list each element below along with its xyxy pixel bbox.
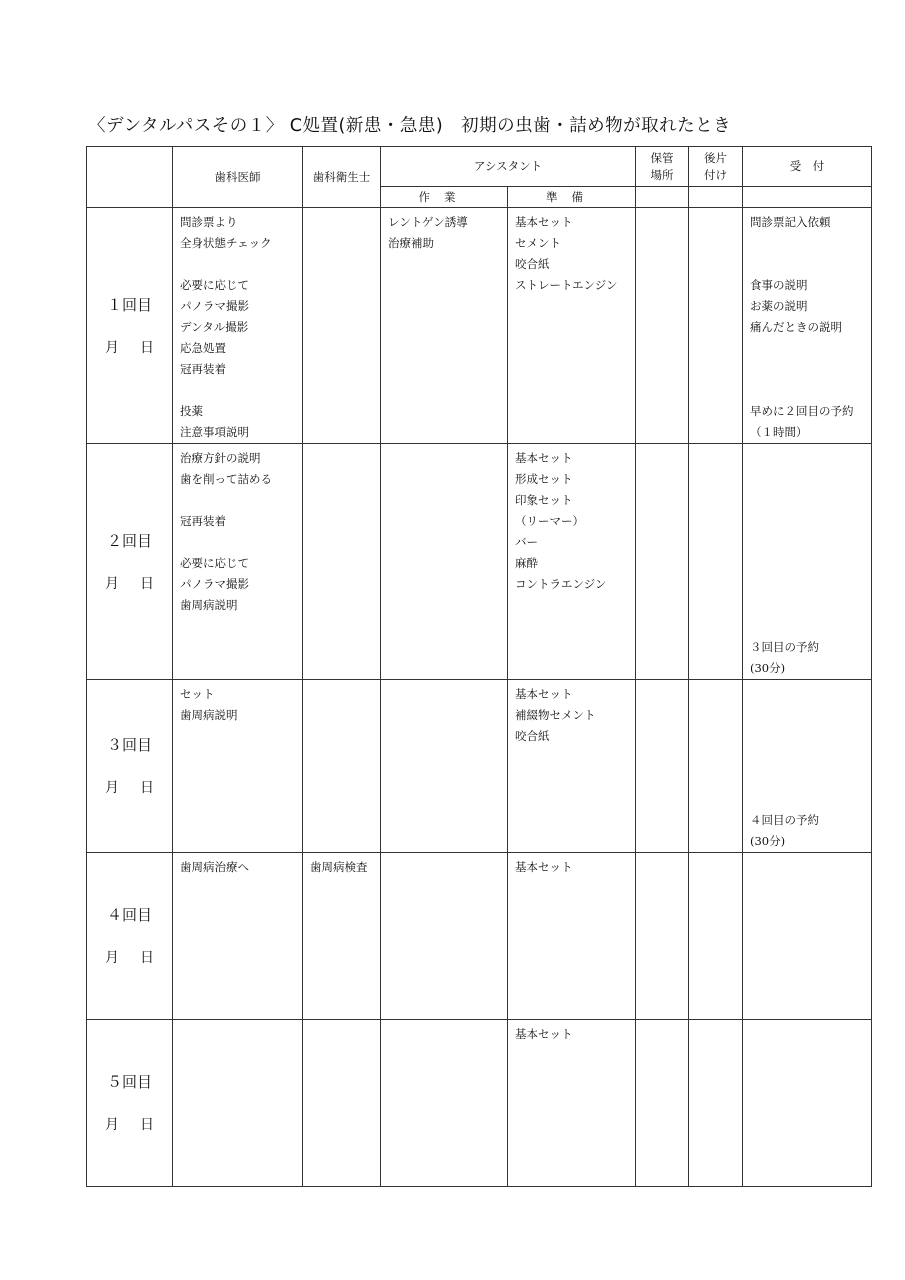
reception-task: 問診票記入依頼 xyxy=(750,215,831,229)
blank-line xyxy=(750,532,871,553)
assistant-prep-item: コントラエンジン xyxy=(515,577,607,591)
reception-cell xyxy=(743,208,872,444)
blank-line xyxy=(750,595,871,616)
header-cleanup xyxy=(689,147,743,187)
subheader-storage-empty xyxy=(636,187,689,208)
subheader-reception-empty xyxy=(743,187,872,208)
date-day-label: 日 xyxy=(140,950,154,966)
visit-label: ３回目 xyxy=(106,736,152,754)
subheader-cleanup-empty xyxy=(689,187,743,208)
reception-task: お薬の説明 xyxy=(750,299,808,313)
dentist-task: 歯周病説明 xyxy=(180,708,238,722)
hygienist-cell xyxy=(303,1020,381,1187)
reception-cell xyxy=(743,680,872,853)
storage-cell xyxy=(636,1020,689,1187)
dentist-task: 問診票より xyxy=(180,215,238,229)
header-cleanup-line2: 付け xyxy=(704,167,727,182)
dentist-task: パノラマ撮影 xyxy=(180,299,249,313)
blank-line xyxy=(750,705,871,726)
header-assistant: アシスタント xyxy=(381,147,636,187)
date-day-label: 日 xyxy=(140,339,154,356)
assistant-prep-item: ストレートエンジン xyxy=(515,278,618,292)
visit-label: １回目 xyxy=(106,295,152,314)
dentist-task: パノラマ撮影 xyxy=(180,577,249,591)
header-hygienist: 歯科衛生士 xyxy=(303,147,381,208)
assistant-work-task: 治療補助 xyxy=(388,236,434,250)
dentist-task: 治療方針の説明 xyxy=(180,451,261,465)
blank-line xyxy=(180,380,302,401)
blank-line xyxy=(750,469,871,490)
cleanup-cell xyxy=(689,680,743,853)
date-day-label: 日 xyxy=(140,1117,154,1133)
reception-task: 食事の説明 xyxy=(750,278,808,292)
header-assistant-prep: 準備 xyxy=(508,187,636,208)
header-storage-line2: 場所 xyxy=(650,167,674,182)
storage-cell xyxy=(636,853,689,1020)
visit-row-3 xyxy=(87,680,872,853)
dentist-task: 投薬 xyxy=(180,404,203,418)
cleanup-cell xyxy=(689,444,743,680)
dentist-cell xyxy=(173,853,303,1020)
blank-line xyxy=(750,726,871,747)
dentist-task: 注意事項説明 xyxy=(180,425,249,439)
dentist-cell xyxy=(173,208,303,444)
visit-date xyxy=(87,947,172,967)
storage-cell xyxy=(636,208,689,444)
assistant-prep-item: 補綴物セメント xyxy=(515,708,596,722)
blank-line xyxy=(750,338,871,359)
blank-line xyxy=(750,490,871,511)
reception-task: ４回目の予約 xyxy=(750,813,819,827)
dentist-task: 歯を削って詰める xyxy=(180,472,272,486)
visit-row-4 xyxy=(87,853,872,1020)
dentist-task: 冠再装着 xyxy=(180,362,226,376)
visit-label: ５回目 xyxy=(106,1073,152,1091)
assistant-work-cell xyxy=(381,208,508,444)
assistant-prep-item: 基本セット xyxy=(515,860,573,874)
dentist-task: デンタル撮影 xyxy=(180,320,249,334)
dentist-task: セット xyxy=(180,687,215,701)
reception-cell xyxy=(743,853,872,1020)
date-day-label: 日 xyxy=(140,575,154,592)
reception-task: （１時間） xyxy=(750,425,808,439)
assistant-prep-item: 基本セット xyxy=(515,687,573,701)
assistant-prep-item: 印象セット xyxy=(515,493,573,507)
reception-task: (30分) xyxy=(750,834,786,848)
reception-cell xyxy=(743,444,872,680)
date-month-label: 月 xyxy=(105,780,119,796)
dentist-task: 冠再装着 xyxy=(180,514,226,528)
blank-line xyxy=(750,448,871,469)
assistant-prep-cell xyxy=(508,853,636,1020)
reception-cell xyxy=(743,1020,872,1187)
visit-cell xyxy=(87,1020,173,1187)
assistant-prep-cell xyxy=(508,208,636,444)
reception-task: ３回目の予約 xyxy=(750,640,819,654)
dentist-task: 全身状態チェック xyxy=(180,236,272,250)
header-storage xyxy=(636,147,689,187)
blank-line xyxy=(750,789,871,810)
visit-label: ４回目 xyxy=(106,906,152,924)
hygienist-cell xyxy=(303,853,381,1020)
blank-line xyxy=(750,684,871,705)
visit-label: ２回目 xyxy=(106,531,152,550)
date-month-label: 月 xyxy=(105,339,119,356)
visit-cell xyxy=(87,853,173,1020)
assistant-prep-item: セメント xyxy=(515,236,561,250)
visit-cell xyxy=(87,444,173,680)
visit-date xyxy=(87,1114,172,1134)
cleanup-cell xyxy=(689,208,743,444)
assistant-prep-item: 形成セット xyxy=(515,472,573,486)
dentist-task: 歯周病治療へ xyxy=(180,860,249,874)
header-reception: 受 付 xyxy=(743,147,872,187)
blank-line xyxy=(750,768,871,789)
assistant-work-task: レントゲン誘導 xyxy=(388,215,468,229)
visit-cell xyxy=(87,208,173,444)
assistant-prep-item: 咬合紙 xyxy=(515,257,550,271)
assistant-prep-item: （リーマー） xyxy=(515,514,584,528)
assistant-prep-cell xyxy=(508,1020,636,1187)
assistant-prep-item: 基本セット xyxy=(515,215,573,229)
header-row xyxy=(87,147,872,187)
visit-date xyxy=(87,337,172,357)
dentist-task: 歯周病説明 xyxy=(180,598,238,612)
blank-line xyxy=(750,380,871,401)
visit-row-5 xyxy=(87,1020,872,1187)
blank-line xyxy=(750,747,871,768)
visit-cell xyxy=(87,680,173,853)
blank-line xyxy=(750,553,871,574)
reception-task: (30分) xyxy=(750,661,786,675)
blank-line xyxy=(180,532,302,553)
blank-line xyxy=(750,574,871,595)
dentist-task: 必要に応じて xyxy=(180,278,249,292)
header-visit-cell xyxy=(87,147,173,208)
dentist-cell xyxy=(173,680,303,853)
blank-line xyxy=(750,511,871,532)
assistant-work-cell xyxy=(381,853,508,1020)
header-assistant-work: 作業 xyxy=(381,187,508,208)
hygienist-cell xyxy=(303,444,381,680)
dentist-task: 必要に応じて xyxy=(180,556,249,570)
reception-task: 痛んだときの説明 xyxy=(750,320,842,334)
visit-row-1 xyxy=(87,208,872,444)
assistant-prep-cell xyxy=(508,680,636,853)
hygienist-cell xyxy=(303,680,381,853)
dentist-task: 応急処置 xyxy=(180,341,226,355)
blank-line xyxy=(750,616,871,637)
date-day-label: 日 xyxy=(140,780,154,796)
hygienist-cell xyxy=(303,208,381,444)
blank-line xyxy=(750,359,871,380)
assistant-work-cell xyxy=(381,1020,508,1187)
assistant-prep-item: 基本セット xyxy=(515,1027,573,1041)
document-title: 〈デンタルパスその１〉 C処置(新患・急患) 初期の虫歯・詰め物が取れたとき xyxy=(88,116,732,136)
date-month-label: 月 xyxy=(105,1117,119,1133)
assistant-work-cell xyxy=(381,680,508,853)
header-dentist: 歯科医師 xyxy=(173,147,303,208)
assistant-prep-item: 基本セット xyxy=(515,451,573,465)
visit-row-2 xyxy=(87,444,872,680)
storage-cell xyxy=(636,680,689,853)
assistant-prep-item: バー xyxy=(515,535,538,549)
hygienist-task: 歯周病検査 xyxy=(310,860,368,874)
dentist-cell xyxy=(173,444,303,680)
visit-date xyxy=(87,573,172,593)
storage-cell xyxy=(636,444,689,680)
assistant-prep-cell xyxy=(508,444,636,680)
date-month-label: 月 xyxy=(105,950,119,966)
date-month-label: 月 xyxy=(105,575,119,592)
blank-line xyxy=(750,233,871,254)
assistant-work-cell xyxy=(381,444,508,680)
assistant-prep-item: 咬合紙 xyxy=(515,729,550,743)
assistant-prep-item: 麻酔 xyxy=(515,556,538,570)
header-storage-line1: 保管 xyxy=(650,150,674,165)
cleanup-cell xyxy=(689,853,743,1020)
visit-date xyxy=(87,777,172,797)
reception-task: 早めに２回目の予約 xyxy=(750,404,854,418)
dentist-cell xyxy=(173,1020,303,1187)
blank-line xyxy=(750,254,871,275)
dental-path-table xyxy=(86,146,872,1187)
blank-line xyxy=(180,490,302,511)
header-cleanup-line1: 後片 xyxy=(704,150,727,165)
blank-line xyxy=(180,254,302,275)
cleanup-cell xyxy=(689,1020,743,1187)
